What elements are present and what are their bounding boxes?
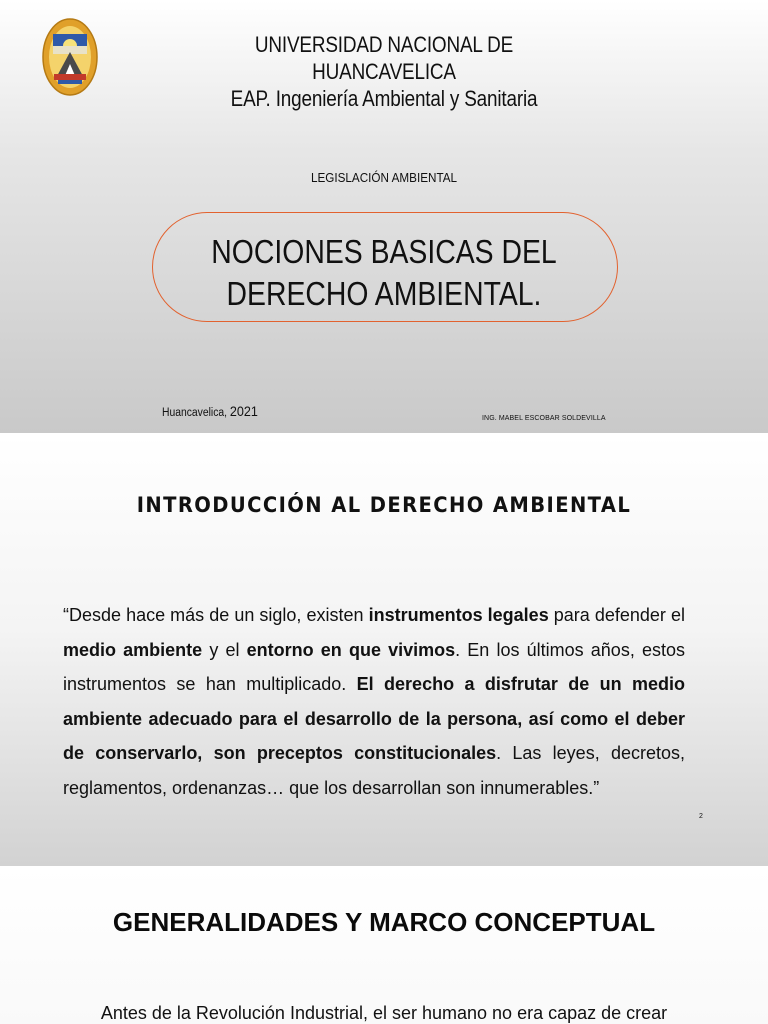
university-name-line1: UNIVERSIDAD NACIONAL DE (254, 32, 514, 57)
place-text: Huancavelica, (162, 407, 230, 419)
quote-emphasis: El derecho a disfrutar de un medio ambiente adecuado para el desarrollo de la persona, así como el deber de conservarlo, son preceptos constitucionales (63, 674, 685, 764)
quote-text: “Desde hace más de un siglo, existen (63, 605, 369, 625)
year-text: 2021 (229, 403, 258, 419)
author-name: ING. MABEL ESCOBAR SOLDEVILLA (482, 415, 606, 422)
generalities-slide (0, 868, 768, 1024)
title-slide (0, 0, 768, 433)
quote-emphasis: medio ambiente (63, 639, 203, 660)
quote-text: y el (202, 639, 247, 660)
quote-emphasis: instrumentos legales (368, 605, 549, 625)
page-number: 2 (699, 813, 703, 820)
slide-body-text: Antes de la Revolución Industrial, el ser humano no era capaz de crear (100, 1003, 668, 1023)
course-name: LEGISLACIÓN AMBIENTAL (310, 170, 458, 185)
quote-text: . Las leyes, decretos, reglamentos, ordenanzas… que los desarrollan son innumerables.” (63, 743, 685, 798)
slide-title: GENERALIDADES Y MARCO CONCEPTUAL (112, 907, 656, 937)
school-name: EAP. Ingeniería Ambiental y Sanitaria (230, 86, 538, 111)
quote-emphasis: entorno en que vivimos (246, 639, 456, 660)
quote-text: para defender el (548, 605, 685, 625)
slide-title: INTRODUCCIÓN AL DERECHO AMBIENTAL (136, 493, 632, 517)
quote-text: . En los últimos años, estos instrumentos se han multiplicado. (63, 639, 685, 695)
intro-slide (0, 435, 768, 866)
presentation-title-line1: NOCIONES BASICAS DEL (211, 233, 557, 270)
presentation-title-line2: DERECHO AMBIENTAL. (226, 275, 542, 312)
place-date (162, 403, 258, 419)
university-name-line2: HUANCAVELICA (312, 59, 456, 84)
intro-quote (63, 598, 685, 806)
